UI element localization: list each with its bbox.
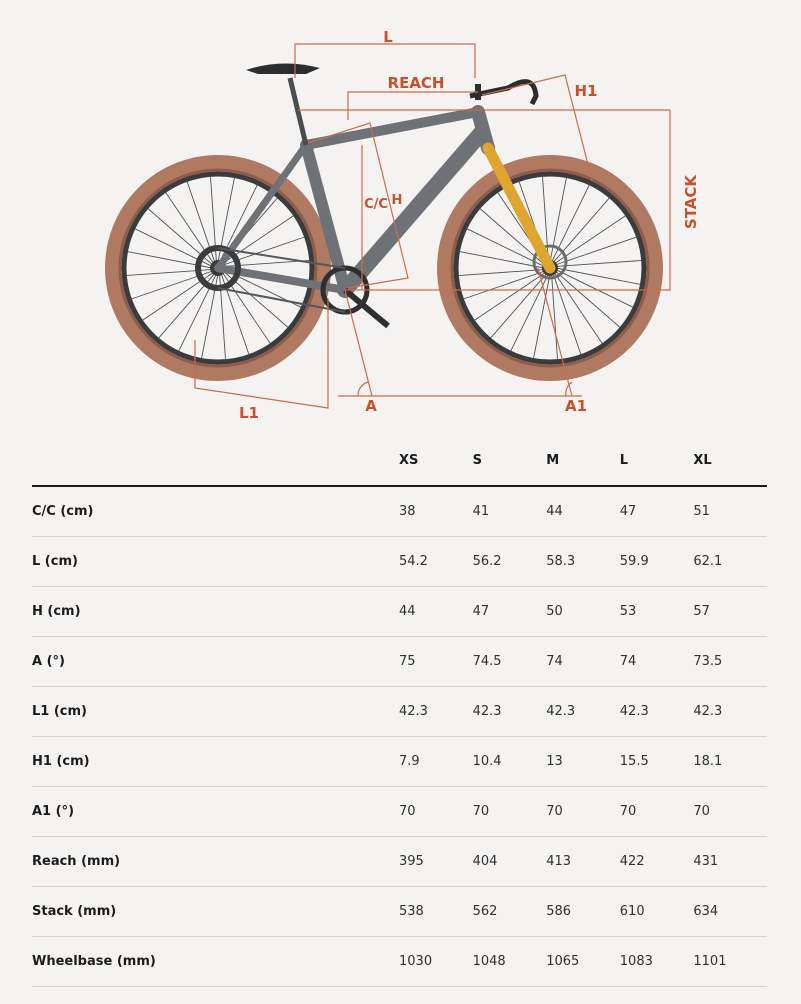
row-label: Stack (mm) [32, 887, 399, 937]
row-label: H1 (cm) [32, 737, 399, 787]
label-reach: REACH [387, 74, 445, 92]
label-stack: STACK [682, 174, 700, 230]
geometry-table [32, 435, 767, 987]
bike-geometry-diagram [0, 0, 801, 430]
table-row [32, 887, 767, 937]
row-label: H (cm) [32, 587, 399, 637]
table-cell: 62.1 [693, 537, 767, 587]
table-row [32, 787, 767, 837]
table-row [32, 587, 767, 637]
size-header-xs: XS [399, 435, 473, 486]
table-cell: 42.3 [693, 687, 767, 737]
row-label: L1 (cm) [32, 687, 399, 737]
size-header-m: M [546, 435, 620, 486]
table-cell: 59.9 [620, 537, 694, 587]
table-cell: 44 [546, 486, 620, 537]
table-cell: 70 [620, 787, 694, 837]
label-cc: C/C [364, 197, 388, 212]
table-cell: 53 [620, 587, 694, 637]
header-spacer [32, 435, 399, 486]
table-cell: 13 [546, 737, 620, 787]
table-cell: 42.3 [473, 687, 547, 737]
row-label: Wheelbase (mm) [32, 937, 399, 987]
table-row [32, 937, 767, 987]
label-a1: A1 [564, 397, 588, 415]
table-cell: 47 [473, 587, 547, 637]
table-cell: 610 [620, 887, 694, 937]
table-cell: 70 [399, 787, 473, 837]
table-cell: 42.3 [546, 687, 620, 737]
table-cell: 70 [546, 787, 620, 837]
label-l1: L1 [239, 404, 259, 422]
size-header-row [32, 435, 767, 486]
table-cell: 41 [473, 486, 547, 537]
table-cell: 44 [399, 587, 473, 637]
table-cell: 58.3 [546, 537, 620, 587]
table-cell: 562 [473, 887, 547, 937]
table-cell: 431 [693, 837, 767, 887]
table-cell: 395 [399, 837, 473, 887]
table-cell: 1083 [620, 937, 694, 987]
table-row [32, 537, 767, 587]
table-cell: 42.3 [399, 687, 473, 737]
geometry-table-body [32, 486, 767, 987]
table-cell: 586 [546, 887, 620, 937]
table-row [32, 737, 767, 787]
bike-frame [198, 63, 550, 326]
table-cell: 634 [693, 887, 767, 937]
table-cell: 51 [693, 486, 767, 537]
row-label: Reach (mm) [32, 837, 399, 887]
table-cell: 75 [399, 637, 473, 687]
label-h: H [391, 193, 403, 208]
table-cell: 7.9 [399, 737, 473, 787]
table-cell: 74 [620, 637, 694, 687]
size-header-s: S [473, 435, 547, 486]
table-cell: 70 [473, 787, 547, 837]
table-cell: 10.4 [473, 737, 547, 787]
table-cell: 1065 [546, 937, 620, 987]
table-cell: 73.5 [693, 637, 767, 687]
table-cell: 42.3 [620, 687, 694, 737]
row-label: L (cm) [32, 537, 399, 587]
table-cell: 70 [693, 787, 767, 837]
table-cell: 1048 [473, 937, 547, 987]
table-cell: 413 [546, 837, 620, 887]
size-header-l: L [620, 435, 694, 486]
row-label: A (°) [32, 637, 399, 687]
table-cell: 47 [620, 486, 694, 537]
table-cell: 56.2 [473, 537, 547, 587]
table-cell: 54.2 [399, 537, 473, 587]
table-cell: 74 [546, 637, 620, 687]
label-h1: H1 [574, 82, 598, 100]
table-cell: 74.5 [473, 637, 547, 687]
row-label: C/C (cm) [32, 486, 399, 537]
table-cell: 538 [399, 887, 473, 937]
size-header-xl: XL [693, 435, 767, 486]
table-row [32, 837, 767, 887]
table-row [32, 637, 767, 687]
table-row [32, 486, 767, 537]
table-cell: 1101 [693, 937, 767, 987]
table-cell: 38 [399, 486, 473, 537]
row-label: A1 (°) [32, 787, 399, 837]
label-a: A [365, 397, 377, 415]
table-cell: 422 [620, 837, 694, 887]
table-cell: 404 [473, 837, 547, 887]
table-cell: 18.1 [693, 737, 767, 787]
table-cell: 1030 [399, 937, 473, 987]
table-cell: 15.5 [620, 737, 694, 787]
table-cell: 50 [546, 587, 620, 637]
table-cell: 57 [693, 587, 767, 637]
label-l: L [383, 28, 393, 46]
table-row [32, 687, 767, 737]
